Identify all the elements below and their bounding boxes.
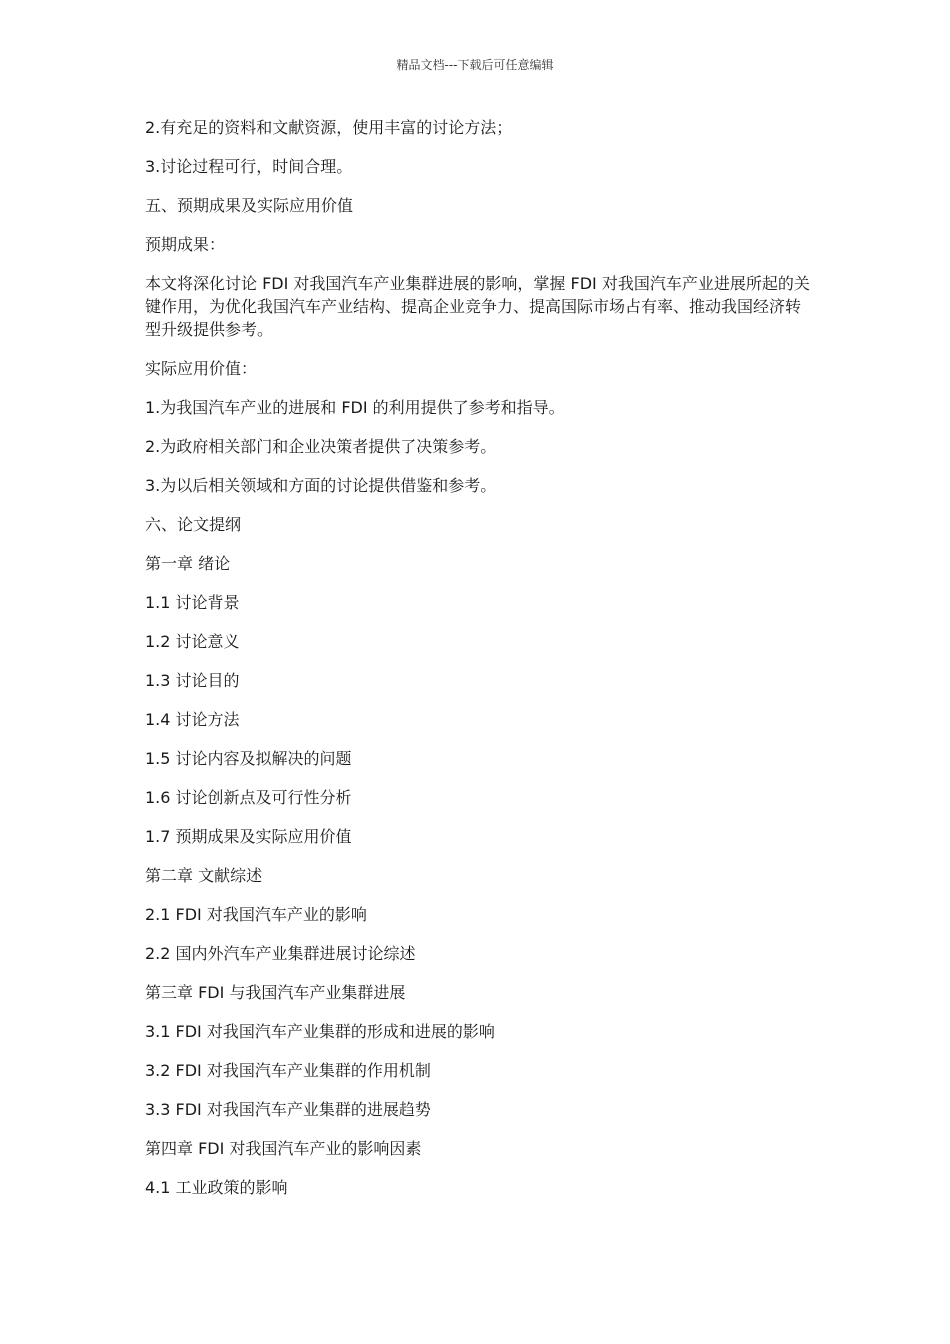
outline-item: 3.2 FDI 对我国汽车产业集群的作用机制 xyxy=(145,1061,431,1080)
paragraph: 实际应用价值： xyxy=(145,359,258,378)
paragraph: 预期成果： xyxy=(145,235,226,254)
outline-item: 1.5 讨论内容及拟解决的问题 xyxy=(145,749,352,768)
outline-item: 2.2 国内外汽车产业集群进展讨论综述 xyxy=(145,944,416,963)
outline-item: 1.6 讨论创新点及可行性分析 xyxy=(145,788,352,807)
paragraph: 1.为我国汽车产业的进展和 FDI 的利用提供了参考和指导。 xyxy=(145,398,565,417)
paragraph: 3.讨论过程可行，时间合理。 xyxy=(145,157,353,176)
outline-chapter: 第一章 绪论 xyxy=(145,554,231,573)
paragraph: 2.为政府相关部门和企业决策者提供了决策参考。 xyxy=(145,437,497,456)
section-heading: 六、论文提纲 xyxy=(145,515,242,534)
paragraph: 本文将深化讨论 FDI 对我国汽车产业集群进展的影响，掌握 FDI 对我国汽车产业进展所起的关键作用，为优化我国汽车产业结构、提高企业竞争力、提高国际市场占有率、推动我国经济转型升级提供参考。 xyxy=(145,274,810,339)
outline-chapter: 第四章 FDI 对我国汽车产业的影响因素 xyxy=(145,1139,422,1158)
document-body xyxy=(145,116,810,1215)
outline-item: 1.3 讨论目的 xyxy=(145,671,240,690)
outline-item: 1.4 讨论方法 xyxy=(145,710,240,729)
outline-item: 1.2 讨论意义 xyxy=(145,632,240,651)
page-header: 精品文档---下载后可任意编辑 xyxy=(396,58,554,72)
outline-item: 1.7 预期成果及实际应用价值 xyxy=(145,827,352,846)
outline-item: 4.1 工业政策的影响 xyxy=(145,1178,288,1197)
paragraph: 2.有充足的资料和文献资源，使用丰富的讨论方法； xyxy=(145,118,513,137)
outline-item: 3.1 FDI 对我国汽车产业集群的形成和进展的影响 xyxy=(145,1022,495,1041)
outline-item: 3.3 FDI 对我国汽车产业集群的进展趋势 xyxy=(145,1100,431,1119)
outline-item: 2.1 FDI 对我国汽车产业的影响 xyxy=(145,905,367,924)
outline-chapter: 第三章 FDI 与我国汽车产业集群进展 xyxy=(145,983,406,1002)
outline-chapter: 第二章 文献综述 xyxy=(145,866,263,885)
outline-item: 1.1 讨论背景 xyxy=(145,593,240,612)
paragraph: 3.为以后相关领域和方面的讨论提供借鉴和参考。 xyxy=(145,476,497,495)
section-heading: 五、预期成果及实际应用价值 xyxy=(145,196,354,215)
